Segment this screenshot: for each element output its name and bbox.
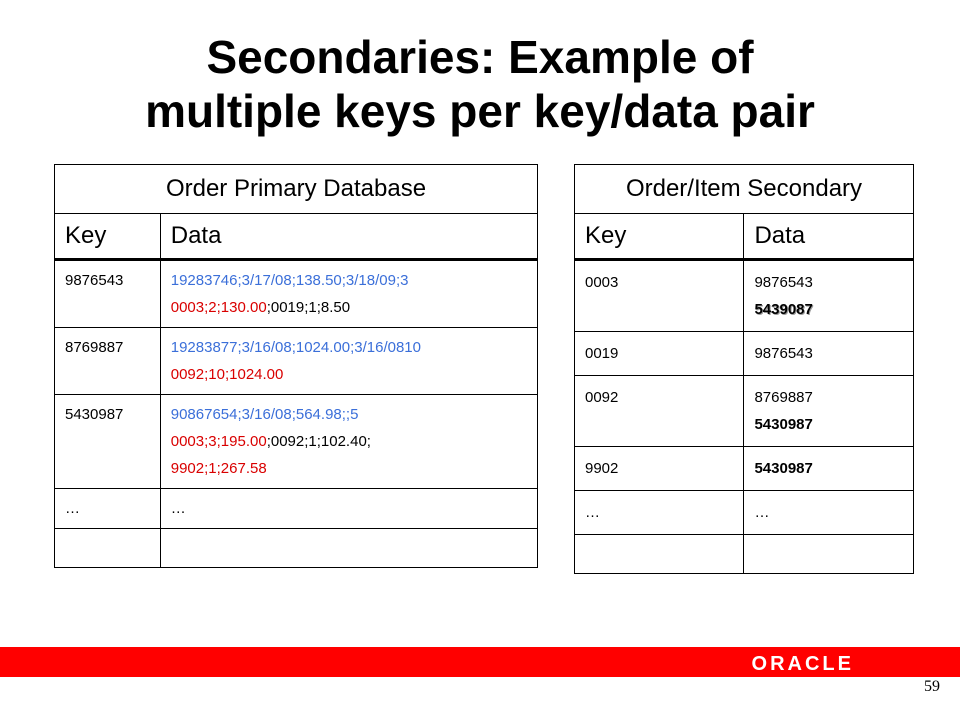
primary-row-key: … [55,489,161,529]
primary-data-header: Data [160,214,537,260]
table-row [575,260,914,332]
empty-cell [160,529,537,568]
secondary-row-key: 0019 [575,332,744,376]
empty-cell [744,535,914,574]
data-line [171,428,537,455]
data-line: 5439087 [754,301,813,318]
slide-title [0,30,960,138]
secondary-row-data: 5430987 [744,447,914,491]
data-line: 9876543 [754,274,813,291]
empty-cell [55,529,161,568]
data-line: 19283746;3/17/08;138.50;3/18/09;3 [170,272,409,289]
item-rest: ;0019;1;8.50 [266,299,351,316]
primary-table-caption: Order Primary Database [55,165,538,214]
table-row [55,489,538,529]
secondary-row-data: 9876543 [744,332,914,376]
page-number: 59 [924,678,940,695]
data-line: 8769887 [754,389,813,406]
title-line-2: multiple keys per key/data pair [145,85,815,137]
secondary-row-key: 9902 [575,447,744,491]
item-highlight: 0003;2;130.00 [170,299,267,316]
item-rest: ;0092;1;102.40; [266,433,371,450]
table-row [55,328,538,395]
table-row [575,491,914,535]
data-line [171,294,537,321]
oracle-logo: ORACLE [751,653,854,675]
secondary-row-data: … [744,491,914,535]
secondary-row-data [744,260,914,332]
primary-database-table [54,164,538,568]
secondary-row-key: … [575,491,744,535]
primary-row-data [160,328,537,395]
secondary-data-header: Data [744,214,914,260]
primary-row-key: 5430987 [55,395,161,489]
empty-cell [575,535,744,574]
primary-row-data: … [160,489,537,529]
table-row [575,376,914,447]
secondary-table-caption: Order/Item Secondary [575,165,914,214]
primary-row-data [160,395,537,489]
table-row [55,395,538,489]
table-row [575,332,914,376]
data-line: 19283877;3/16/08;1024.00;3/16/0810 [170,339,421,356]
primary-row-key: 9876543 [55,260,161,328]
primary-key-header: Key [55,214,161,260]
data-line: 0092;10;1024.00 [170,366,284,383]
item-highlight: 0003;3;195.00 [170,433,267,450]
empty-row [55,529,538,568]
table-row [55,260,538,328]
data-line: 90867654;3/16/08;564.98;;5 [170,406,359,423]
title-line-1: Secondaries: Example of [206,31,754,83]
secondary-row-data [744,376,914,447]
secondary-database-table [574,164,914,574]
data-line: 9902;1;267.58 [170,460,267,477]
data-line: 5430987 [754,416,813,433]
table-row [575,447,914,491]
secondary-row-key: 0003 [575,260,744,332]
primary-row-data [160,260,537,328]
secondary-key-header: Key [575,214,744,260]
primary-row-key: 8769887 [55,328,161,395]
secondary-row-key: 0092 [575,376,744,447]
empty-row [575,535,914,574]
